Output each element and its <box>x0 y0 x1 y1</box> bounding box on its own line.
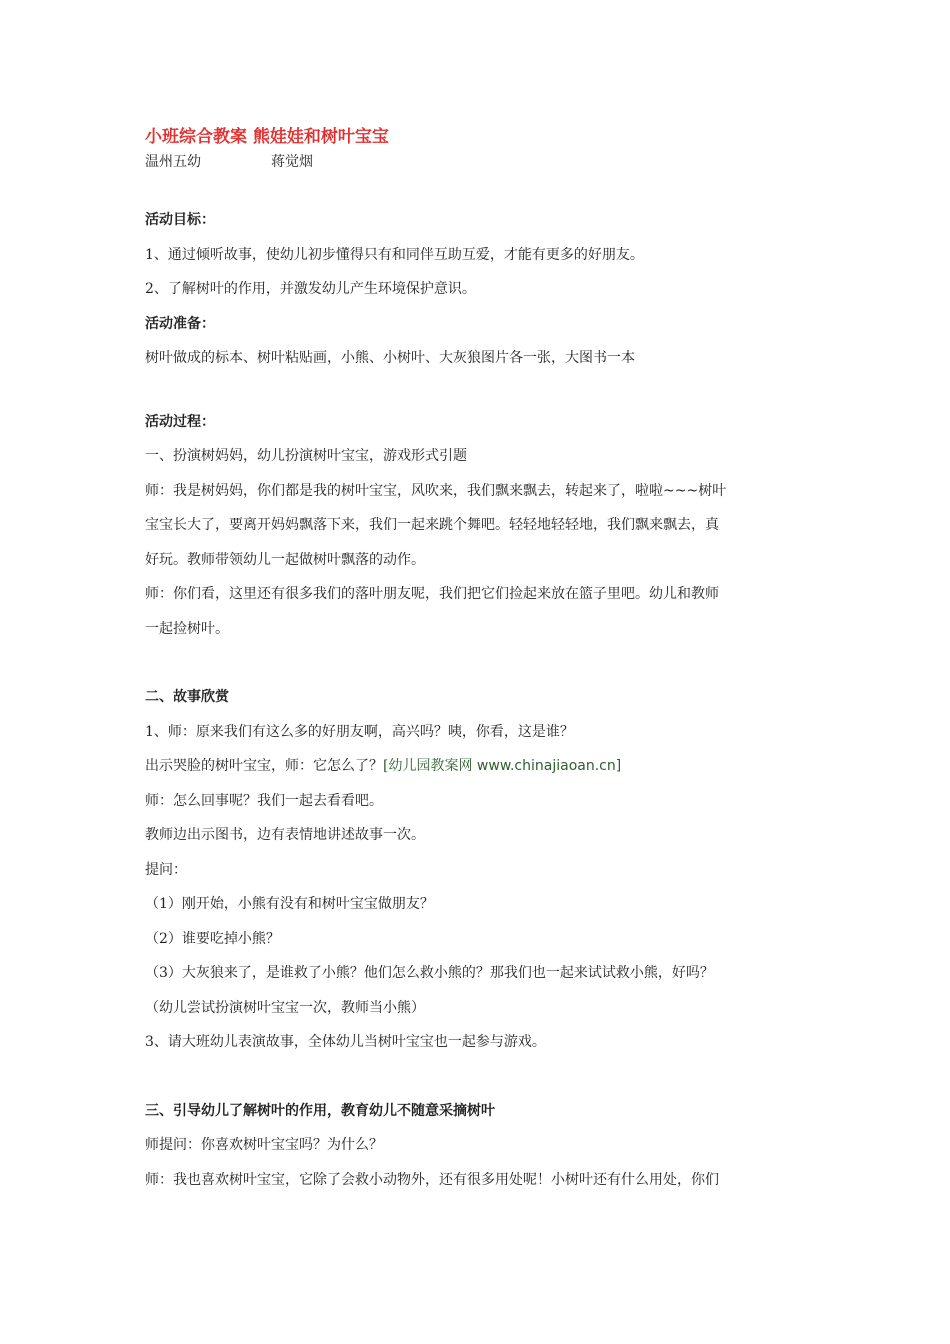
author-name: 蒋觉烟 <box>271 154 313 170</box>
paragraph-line: 3、请大班幼儿表演故事，全体幼儿当树叶宝宝也一起参与游戏。 <box>145 1034 546 1050</box>
part1-heading: 一、扮演树妈妈，幼儿扮演树叶宝宝，游戏形式引题 <box>145 448 467 464</box>
paragraph-text: 出示哭脸的树叶宝宝，师：它怎么了？ <box>145 758 383 774</box>
paragraph-line: 教师边出示图书，边有表情地讲述故事一次。 <box>145 827 425 843</box>
link-label: 幼儿园教案网 <box>388 758 473 774</box>
spacer <box>145 174 815 203</box>
spacer <box>145 1060 815 1094</box>
prep-text: 树叶做成的标本、树叶粘贴画，小熊、小树叶、大灰狼图片各一张，大图书一本 <box>145 350 635 366</box>
goal-item: 2、了解树叶的作用，并激发幼儿产生环境保护意识。 <box>145 281 476 297</box>
paragraph-line: 师：我是树妈妈，你们都是我的树叶宝宝，风吹来，我们飘来飘去，转起来了，啦啦~~~树叶 <box>145 482 727 499</box>
question-item: （1）刚开始，小熊有没有和树叶宝宝做朋友？ <box>145 896 434 912</box>
prep-heading: 活动准备： <box>145 315 215 332</box>
paragraph-line: （幼儿尝试扮演树叶宝宝一次，教师当小熊） <box>145 999 425 1016</box>
paragraph-line: 一起捡树叶。 <box>145 620 229 637</box>
link-bracket: [ <box>383 758 389 774</box>
paragraph-line-with-link <box>145 749 815 784</box>
process-heading: 活动过程： <box>145 413 215 430</box>
goals-heading: 活动目标： <box>145 212 215 228</box>
source-link[interactable] <box>383 758 621 774</box>
part3-heading: 三、引导幼儿了解树叶的作用，教育幼儿不随意采摘树叶 <box>145 1102 495 1119</box>
link-url: www.chinajiaoan.cn] <box>472 758 622 774</box>
paragraph-line: 1、师：原来我们有这么多的好朋友啊，高兴吗？咦，你看，这是谁？ <box>145 723 574 740</box>
spacer <box>145 646 815 680</box>
paragraph-line: 师：你们看，这里还有很多我们的落叶朋友呢，我们把它们捡起来放在篮子里吧。幼儿和教师 <box>145 586 719 602</box>
paragraph-line: 师：我也喜欢树叶宝宝，它除了会救小动物外，还有很多用处呢！小树叶还有什么用处，你们 <box>145 1171 719 1188</box>
paragraph-line: 好玩。教师带领幼儿一起做树叶飘落的动作。 <box>145 551 425 568</box>
paragraph-line: 宝宝长大了，要离开妈妈飘落下来，我们一起来跳个舞吧。轻轻地轻轻地，我们飘来飘去，真 <box>145 517 719 533</box>
document-title: 小班综合教案 熊娃娃和树叶宝宝 <box>145 127 389 147</box>
question-item: （2）谁要吃掉小熊？ <box>145 930 280 947</box>
goal-item: 1、通过倾听故事，使幼儿初步懂得只有和同伴互助互爱，才能有更多的好朋友。 <box>145 246 644 263</box>
paragraph-line: 提问： <box>145 861 187 878</box>
author-line <box>145 150 815 174</box>
spacer <box>145 376 815 405</box>
part2-heading: 二、故事欣赏 <box>145 689 229 705</box>
document-page <box>145 124 815 1197</box>
question-item: （3）大灰狼来了，是谁救了小熊？他们怎么救小熊的？那我们也一起来试试救小熊，好吗？ <box>145 965 714 981</box>
paragraph-line: 师提问：你喜欢树叶宝宝吗？为什么？ <box>145 1137 383 1153</box>
paragraph-line: 师：怎么回事呢？我们一起去看看吧。 <box>145 792 383 809</box>
author-org: 温州五幼 <box>145 154 201 170</box>
